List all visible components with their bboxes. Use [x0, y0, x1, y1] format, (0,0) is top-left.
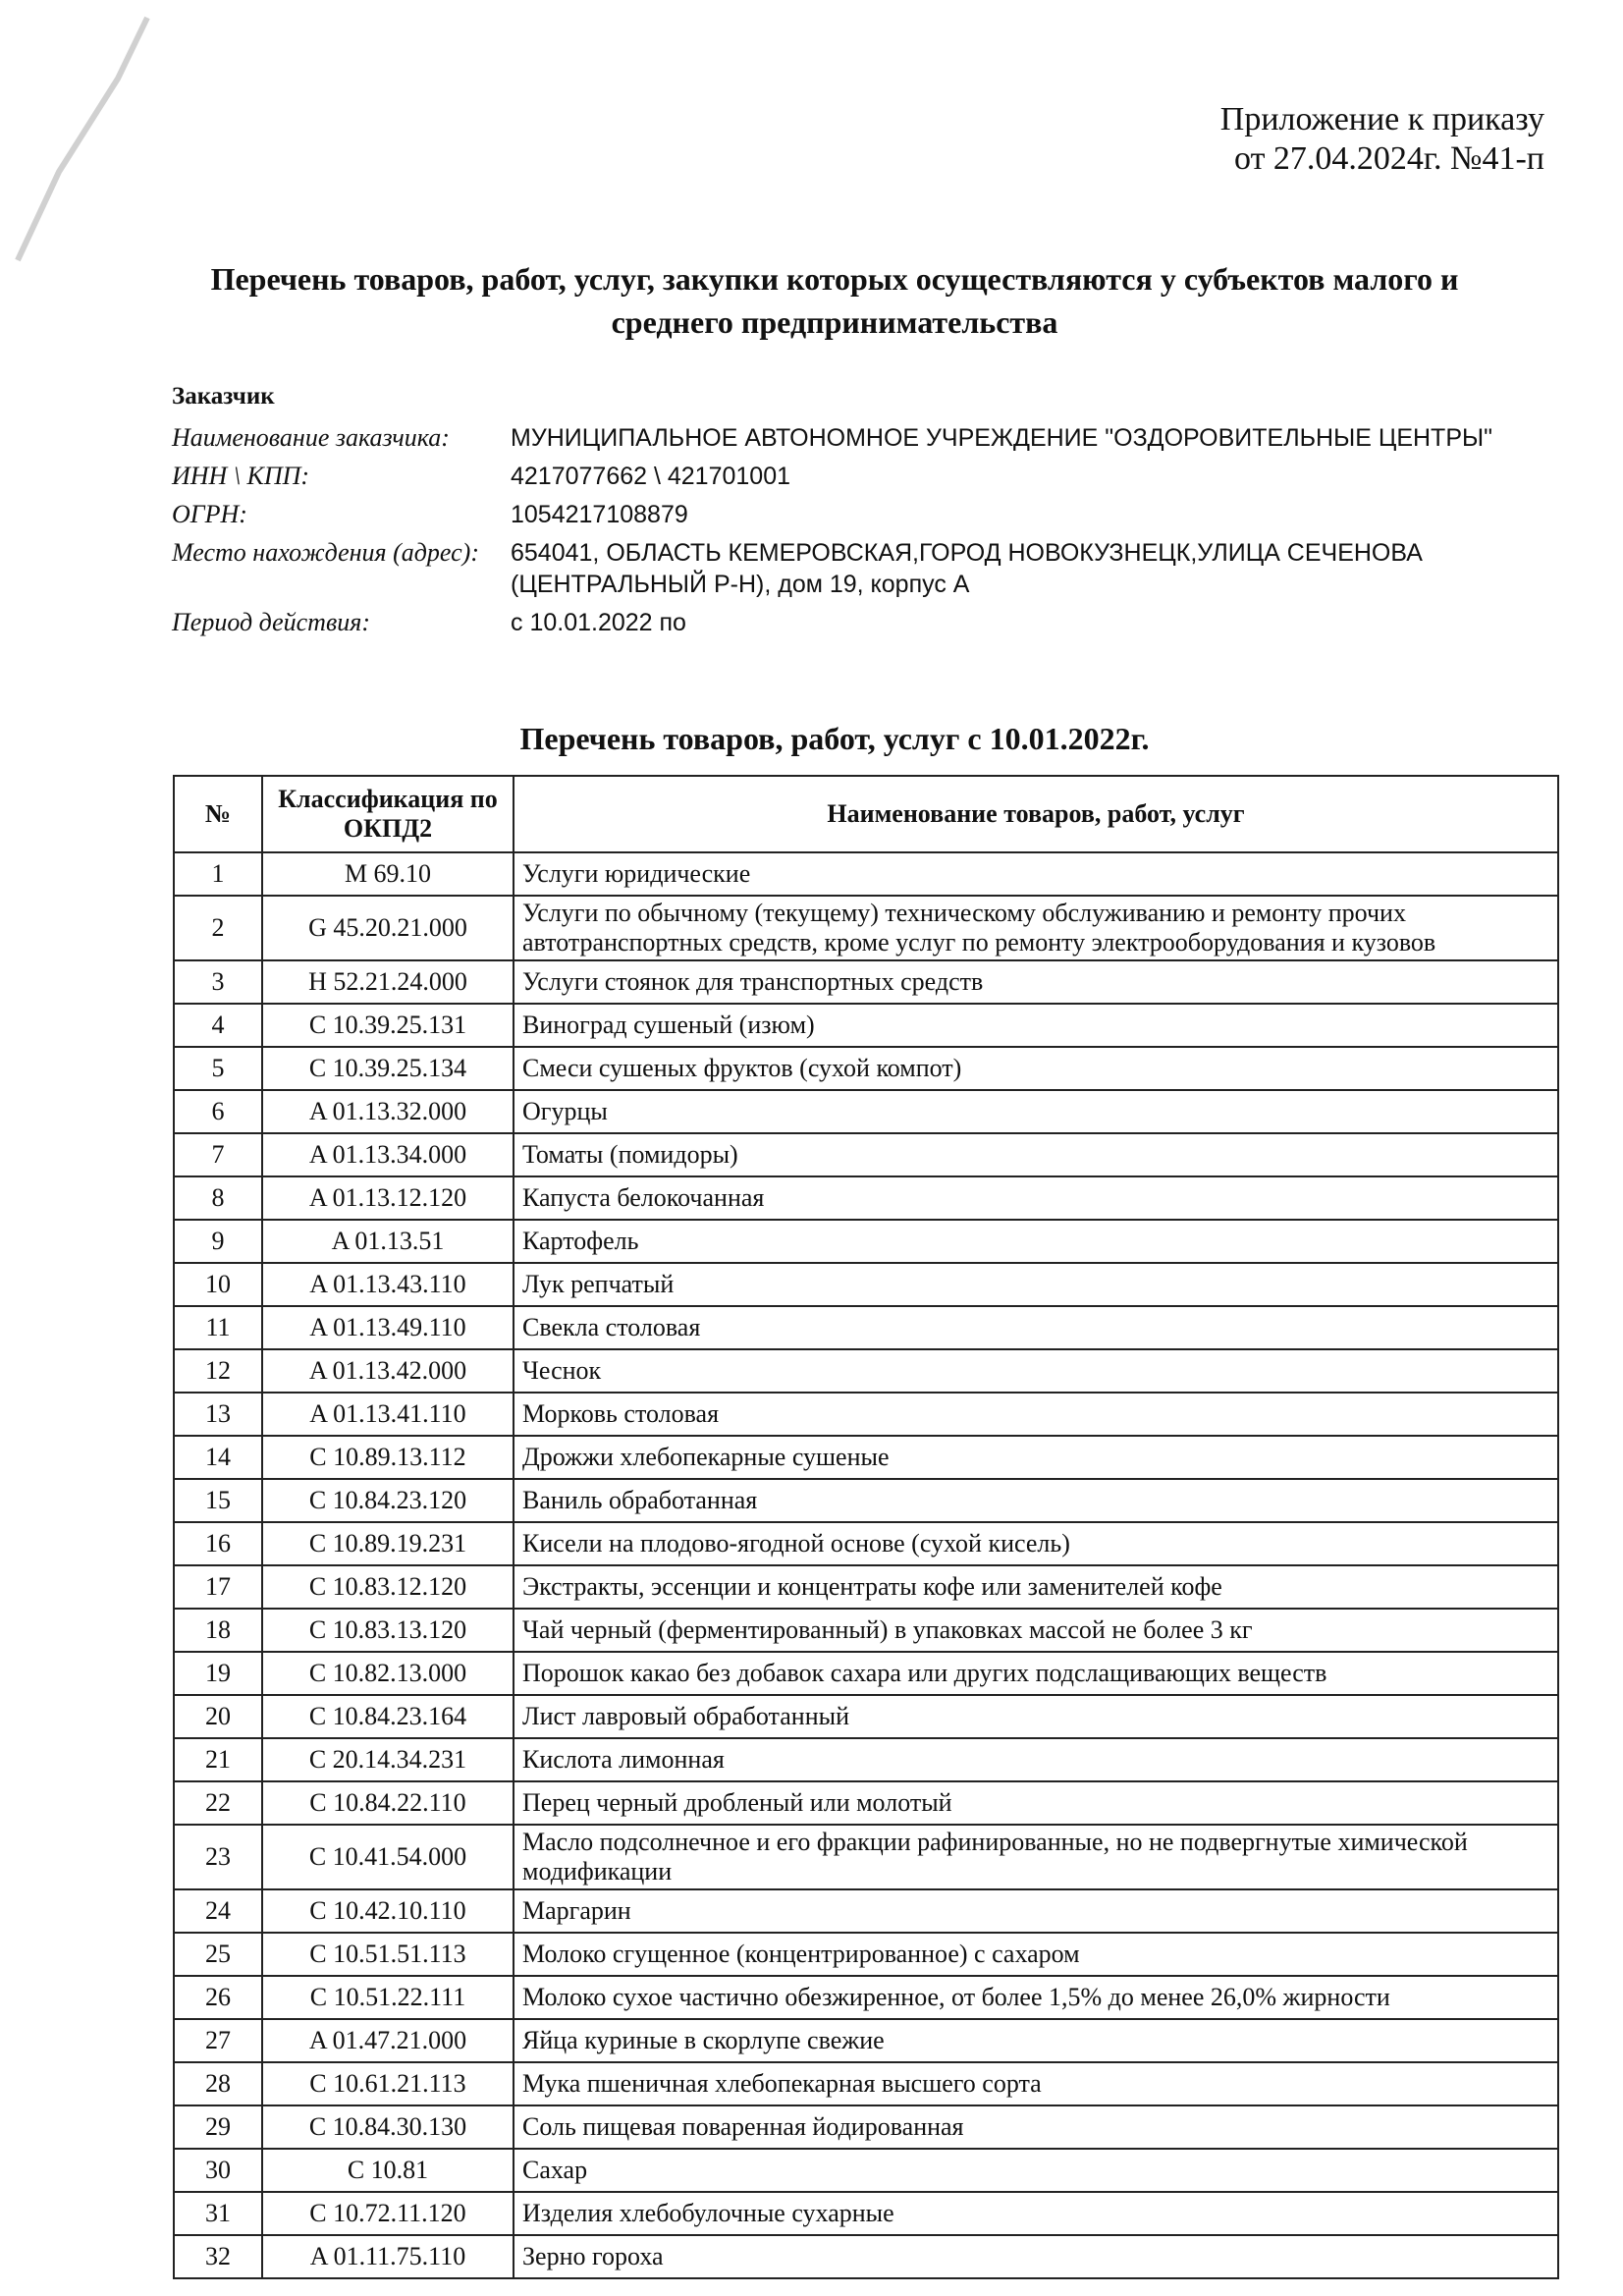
okpd2-code: C 20.14.34.231: [262, 1738, 514, 1781]
okpd2-code: C 10.42.10.110: [262, 1889, 514, 1933]
table-row: [174, 1436, 1558, 1479]
list-subtitle: Перечень товаров, работ, услуг с 10.01.2022г.: [519, 721, 1150, 756]
row-number: 18: [174, 1609, 262, 1652]
okpd2-code: C 10.51.22.111: [262, 1976, 514, 2019]
row-number: 19: [174, 1652, 262, 1695]
column-header-name: Наименование товаров, работ, услуг: [514, 776, 1558, 852]
okpd2-code: C 10.39.25.134: [262, 1047, 514, 1090]
item-name: Услуги по обычному (текущему) техническому обслуживанию и ремонту прочих автотранспортных средств, кроме услуг по ремонту электрооборудования и кузовов: [514, 896, 1558, 960]
row-number: 15: [174, 1479, 262, 1522]
item-name: Мука пшеничная хлебопекарная высшего сорта: [514, 2062, 1558, 2105]
item-name: Томаты (помидоры): [514, 1133, 1558, 1176]
item-name: Дрожжи хлебопекарные сушеные: [514, 1436, 1558, 1479]
table-row: [174, 1889, 1558, 1933]
row-number: 4: [174, 1004, 262, 1047]
item-name: Маргарин: [514, 1889, 1558, 1933]
okpd2-code: C 10.72.11.120: [262, 2192, 514, 2235]
scan-edge-mark: [0, 0, 157, 295]
table-row: [174, 2062, 1558, 2105]
annex-line-2: от 27.04.2024г. №41-п: [1234, 140, 1544, 177]
annex-reference: [1220, 100, 1544, 179]
row-number: 8: [174, 1176, 262, 1220]
customer-field-address: [172, 537, 1566, 600]
item-name: Яйца куриные в скорлупе свежие: [514, 2019, 1558, 2062]
item-name: Лист лавровый обработанный: [514, 1695, 1558, 1738]
row-number: 30: [174, 2149, 262, 2192]
customer-heading: Заказчик: [172, 383, 275, 410]
item-name: Картофель: [514, 1220, 1558, 1263]
customer-field-period: [172, 607, 1566, 638]
table-row: [174, 1220, 1558, 1263]
field-value: с 10.01.2022 по: [511, 609, 686, 636]
row-number: 20: [174, 1695, 262, 1738]
table-row: [174, 1176, 1558, 1220]
item-name: Кисели на плодово-ягодной основе (сухой кисель): [514, 1522, 1558, 1565]
table-body: [174, 852, 1558, 2278]
field-value: 654041, ОБЛАСТЬ КЕМЕРОВСКАЯ,ГОРОД НОВОКУЗНЕЦК,УЛИЦА СЕЧЕНОВА (ЦЕНТРАЛЬНЫЙ Р-Н), дом 19, корпус А: [511, 539, 1423, 598]
table-row: [174, 1047, 1558, 1090]
row-number: 32: [174, 2235, 262, 2278]
okpd2-code: M 69.10: [262, 852, 514, 896]
item-name: Чеснок: [514, 1349, 1558, 1393]
item-name: Перец черный дробленый или молотый: [514, 1781, 1558, 1825]
table-row: [174, 1133, 1558, 1176]
okpd2-code: A 01.11.75.110: [262, 2235, 514, 2278]
item-name: Зерно гороха: [514, 2235, 1558, 2278]
customer-block: [172, 383, 1566, 645]
table-row: [174, 2019, 1558, 2062]
table-row: [174, 1522, 1558, 1565]
okpd2-code: A 01.13.41.110: [262, 1393, 514, 1436]
okpd2-code: A 01.13.42.000: [262, 1349, 514, 1393]
column-header-number: №: [174, 776, 262, 852]
table-row: [174, 1976, 1558, 2019]
okpd2-code: G 45.20.21.000: [262, 896, 514, 960]
item-name: Молоко сухое частично обезжиренное, от более 1,5% до менее 26,0% жирности: [514, 1976, 1558, 2019]
row-number: 22: [174, 1781, 262, 1825]
row-number: 13: [174, 1393, 262, 1436]
row-number: 24: [174, 1889, 262, 1933]
item-name: Огурцы: [514, 1090, 1558, 1133]
okpd2-code: C 10.61.21.113: [262, 2062, 514, 2105]
okpd2-code: A 01.13.34.000: [262, 1133, 514, 1176]
table-row: [174, 1306, 1558, 1349]
item-name: Виноград сушеный (изюм): [514, 1004, 1558, 1047]
items-table: [173, 775, 1559, 2279]
item-name: Молоко сгущенное (концентрированное) с сахаром: [514, 1933, 1558, 1976]
row-number: 9: [174, 1220, 262, 1263]
row-number: 5: [174, 1047, 262, 1090]
annex-line-1: Приложение к приказу: [1219, 101, 1544, 137]
table-row: [174, 2192, 1558, 2235]
table-row: [174, 1349, 1558, 1393]
table-row: [174, 1565, 1558, 1609]
item-name: Услуги юридические: [514, 852, 1558, 896]
okpd2-code: C 10.41.54.000: [262, 1825, 514, 1889]
table-row: [174, 896, 1558, 960]
field-value: 4217077662 \ 421701001: [511, 463, 791, 490]
row-number: 26: [174, 1976, 262, 2019]
item-name: Соль пищевая поваренная йодированная: [514, 2105, 1558, 2149]
customer-field-inn-kpp: [172, 461, 1566, 492]
field-label: Наименование заказчика:: [172, 423, 450, 452]
okpd2-code: A 01.13.32.000: [262, 1090, 514, 1133]
okpd2-code: C 10.89.13.112: [262, 1436, 514, 1479]
okpd2-code: C 10.81: [262, 2149, 514, 2192]
okpd2-code: A 01.13.43.110: [262, 1263, 514, 1306]
table-row: [174, 1781, 1558, 1825]
okpd2-code: C 10.83.13.120: [262, 1609, 514, 1652]
row-number: 29: [174, 2105, 262, 2149]
row-number: 16: [174, 1522, 262, 1565]
table-row: [174, 2105, 1558, 2149]
row-number: 31: [174, 2192, 262, 2235]
item-name: Кислота лимонная: [514, 1738, 1558, 1781]
row-number: 21: [174, 1738, 262, 1781]
table-row: [174, 1004, 1558, 1047]
table-row: [174, 960, 1558, 1004]
table-row: [174, 1393, 1558, 1436]
okpd2-code: C 10.51.51.113: [262, 1933, 514, 1976]
table-row: [174, 1090, 1558, 1133]
okpd2-code: A 01.13.51: [262, 1220, 514, 1263]
okpd2-code: H 52.21.24.000: [262, 960, 514, 1004]
okpd2-code: A 01.13.49.110: [262, 1306, 514, 1349]
okpd2-code: C 10.84.23.164: [262, 1695, 514, 1738]
item-name: Лук репчатый: [514, 1263, 1558, 1306]
row-number: 12: [174, 1349, 262, 1393]
field-value: МУНИЦИПАЛЬНОЕ АВТОНОМНОЕ УЧРЕЖДЕНИЕ "ОЗДОРОВИТЕЛЬНЫЕ ЦЕНТРЫ": [511, 424, 1493, 452]
table-row: [174, 2149, 1558, 2192]
customer-field-ogrn: [172, 499, 1566, 530]
row-number: 6: [174, 1090, 262, 1133]
row-number: 28: [174, 2062, 262, 2105]
item-name: Капуста белокочанная: [514, 1176, 1558, 1220]
row-number: 17: [174, 1565, 262, 1609]
document-title: Перечень товаров, работ, услуг, закупки которых осуществляются у субъектов малого и среднего предпринимательства: [210, 261, 1459, 340]
okpd2-code: C 10.89.19.231: [262, 1522, 514, 1565]
item-name: Сахар: [514, 2149, 1558, 2192]
table-row: [174, 1825, 1558, 1889]
item-name: Морковь столовая: [514, 1393, 1558, 1436]
item-name: Свекла столовая: [514, 1306, 1558, 1349]
item-name: Экстракты, эссенции и концентраты кофе или заменителей кофе: [514, 1565, 1558, 1609]
okpd2-code: C 10.84.23.120: [262, 1479, 514, 1522]
okpd2-code: A 01.47.21.000: [262, 2019, 514, 2062]
row-number: 1: [174, 852, 262, 896]
table-row: [174, 1479, 1558, 1522]
row-number: 2: [174, 896, 262, 960]
item-name: Изделия хлебобулочные сухарные: [514, 2192, 1558, 2235]
table-row: [174, 2235, 1558, 2278]
okpd2-code: C 10.83.12.120: [262, 1565, 514, 1609]
okpd2-code: C 10.84.30.130: [262, 2105, 514, 2149]
table-row: [174, 1263, 1558, 1306]
column-header-okpd2: Классификация по ОКПД2: [262, 776, 514, 852]
table-row: [174, 1652, 1558, 1695]
row-number: 27: [174, 2019, 262, 2062]
table-row: [174, 852, 1558, 896]
item-name: Масло подсолнечное и его фракции рафинированные, но не подвергнутые химической модификации: [514, 1825, 1558, 1889]
row-number: 14: [174, 1436, 262, 1479]
item-name: Чай черный (ферментированный) в упаковках массой не более 3 кг: [514, 1609, 1558, 1652]
customer-field-name: [172, 422, 1566, 454]
field-label: Место нахождения (адрес):: [172, 538, 479, 567]
okpd2-code: A 01.13.12.120: [262, 1176, 514, 1220]
row-number: 3: [174, 960, 262, 1004]
row-number: 25: [174, 1933, 262, 1976]
item-name: Смеси сушеных фруктов (сухой компот): [514, 1047, 1558, 1090]
field-label: Период действия:: [172, 608, 370, 636]
row-number: 23: [174, 1825, 262, 1889]
row-number: 10: [174, 1263, 262, 1306]
okpd2-code: C 10.39.25.131: [262, 1004, 514, 1047]
field-value: 1054217108879: [511, 501, 688, 528]
table-header-row: [174, 776, 1558, 852]
table-row: [174, 1933, 1558, 1976]
item-name: Услуги стоянок для транспортных средств: [514, 960, 1558, 1004]
row-number: 11: [174, 1306, 262, 1349]
table-row: [174, 1609, 1558, 1652]
okpd2-code: C 10.82.13.000: [262, 1652, 514, 1695]
field-label: ИНН \ КПП:: [172, 462, 310, 490]
table-row: [174, 1695, 1558, 1738]
okpd2-code: C 10.84.22.110: [262, 1781, 514, 1825]
item-name: Порошок какао без добавок сахара или других подслащивающих веществ: [514, 1652, 1558, 1695]
field-label: ОГРН:: [172, 500, 247, 528]
row-number: 7: [174, 1133, 262, 1176]
table-row: [174, 1738, 1558, 1781]
item-name: Ваниль обработанная: [514, 1479, 1558, 1522]
